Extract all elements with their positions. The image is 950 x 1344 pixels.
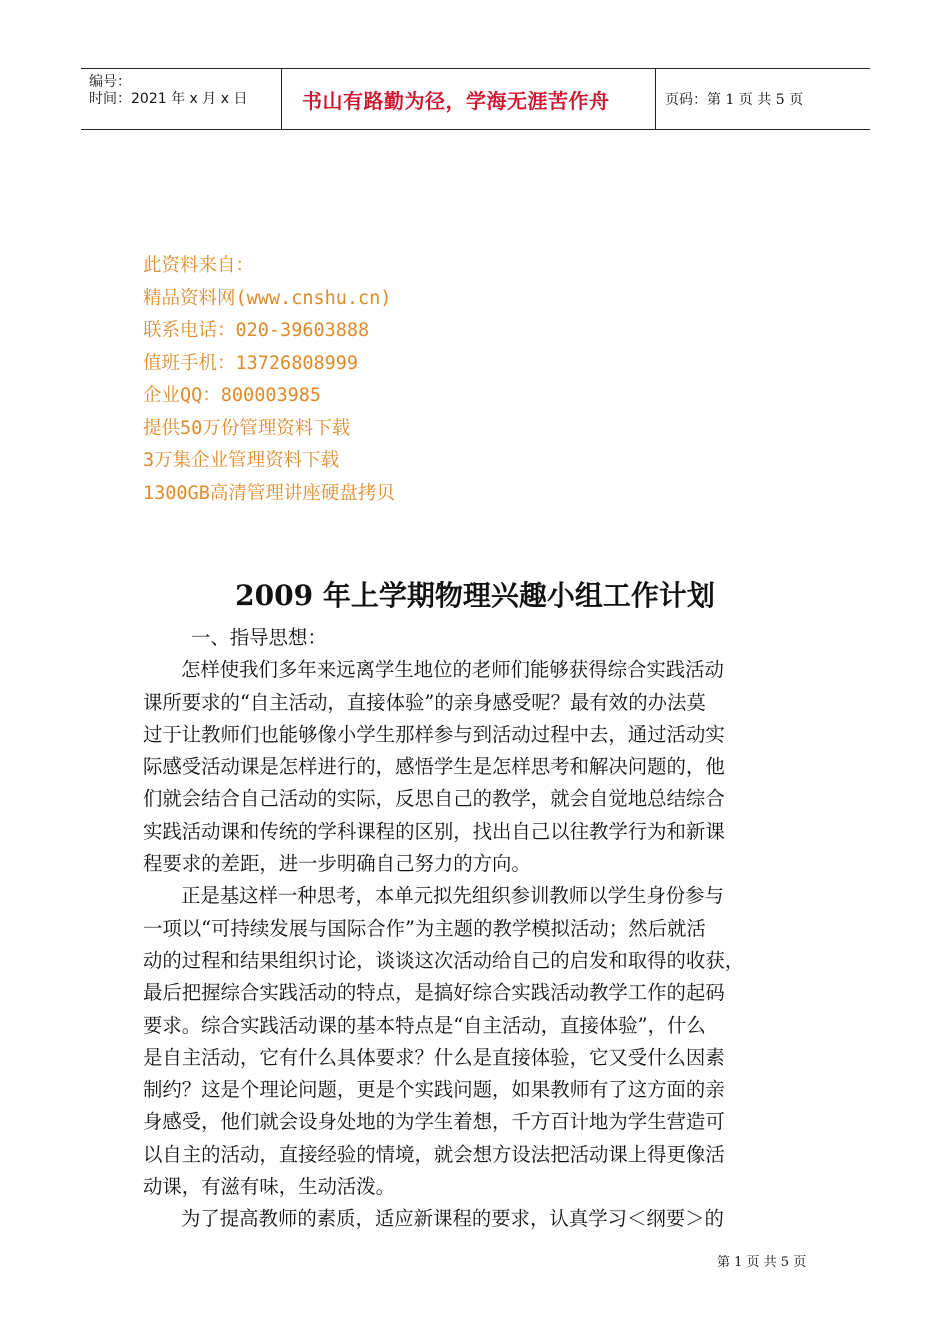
paragraph-line: 们就会结合自己活动的实际，反思自己的教学，就会自觉地总结综合 bbox=[143, 787, 725, 811]
paragraph-line: 一项以“可持续发展与国际合作”为主题的教学模拟活动；然后就活 bbox=[143, 916, 706, 940]
paragraph-line: 课所要求的“自主活动，直接体验”的亲身感受呢？最有效的办法莫 bbox=[143, 690, 706, 714]
source-info-line: 1300GB高清管理讲座硬盘拷贝 bbox=[143, 482, 395, 504]
header-motto-cell bbox=[281, 69, 656, 129]
source-info-qq: 企业QQ：800003985 bbox=[143, 385, 322, 406]
source-info-line: 此资料来自： bbox=[143, 255, 255, 276]
header-page-cell bbox=[655, 69, 870, 129]
section-heading: 一、指导思想： bbox=[191, 626, 327, 649]
page-header bbox=[81, 68, 870, 130]
header-motto: 书山有路勤为径，学海无涯苦作舟 bbox=[302, 89, 610, 113]
source-info-phone: 联系电话：020-39603888 bbox=[143, 320, 370, 341]
paragraph-line: 际感受活动课是怎样进行的，感悟学生是怎样思考和解决问题的，他 bbox=[143, 755, 725, 779]
paragraph-line: 正是基这样一种思考，本单元拟先组织参训教师以学生身份参与 bbox=[181, 884, 724, 908]
paragraph-line: 动课，有滋有味，生动活泼。 bbox=[143, 1175, 396, 1199]
document-title: 2009 年上学期物理兴趣小组工作计划 bbox=[235, 579, 715, 612]
paragraph-line: 最后把握综合实践活动的特点，是搞好综合实践活动教学工作的起码 bbox=[143, 981, 725, 1005]
document-number-label: 编号： bbox=[89, 74, 131, 90]
paragraph-line: 程要求的差距，进一步明确自己努力的方向。 bbox=[143, 852, 531, 876]
paragraph-line: 以自主的活动，直接经验的情境，就会想方设法把活动课上得更像活 bbox=[143, 1142, 725, 1166]
document-time-label: 时间：2021 年 x 月 x 日 bbox=[89, 91, 248, 107]
paragraph-line: 为了提高教师的素质，适应新课程的要求，认真学习＜纲要＞的 bbox=[181, 1207, 724, 1231]
header-meta-cell bbox=[81, 69, 281, 129]
source-info-line: 提供50万份管理资料下载 bbox=[143, 417, 351, 439]
source-info-mobile: 值班手机：13726808999 bbox=[143, 352, 359, 374]
paragraph-line: 过于让教师们也能够像小学生那样参与到活动过程中去，通过活动实 bbox=[143, 722, 725, 746]
paragraph-line: 身感受，他们就会设身处地的为学生着想，千方百计地为学生营造可 bbox=[143, 1110, 725, 1134]
paragraph-line: 是自主活动，它有什么具体要求？什么是直接体验，它又受什么因素 bbox=[143, 1045, 725, 1069]
paragraph-line: 怎样使我们多年来远离学生地位的老师们能够获得综合实践活动 bbox=[181, 658, 724, 682]
source-info-line: 3万集企业管理资料下载 bbox=[143, 450, 340, 471]
header-page-number: 页码：第 1 页 共 5 页 bbox=[665, 92, 804, 108]
source-info-block bbox=[143, 250, 395, 510]
paragraph-line: 实践活动课和传统的学科课程的区别，找出自己以往教学行为和新课 bbox=[143, 819, 725, 843]
page-footer-number: 第 1 页 共 5 页 bbox=[717, 1255, 807, 1270]
paragraph-line: 动的过程和结果组织讨论，谈谈这次活动给自己的启发和取得的收获， bbox=[143, 948, 745, 972]
paragraph-line: 制约？这是个理论问题，更是个实践问题，如果教师有了这方面的亲 bbox=[143, 1078, 725, 1102]
paragraph-line: 要求。综合实践活动课的基本特点是“自主活动，直接体验”，什么 bbox=[143, 1013, 706, 1037]
source-info-website[interactable]: 精品资料网(www.cnshu.cn) bbox=[143, 287, 392, 309]
document-body bbox=[143, 622, 815, 1236]
